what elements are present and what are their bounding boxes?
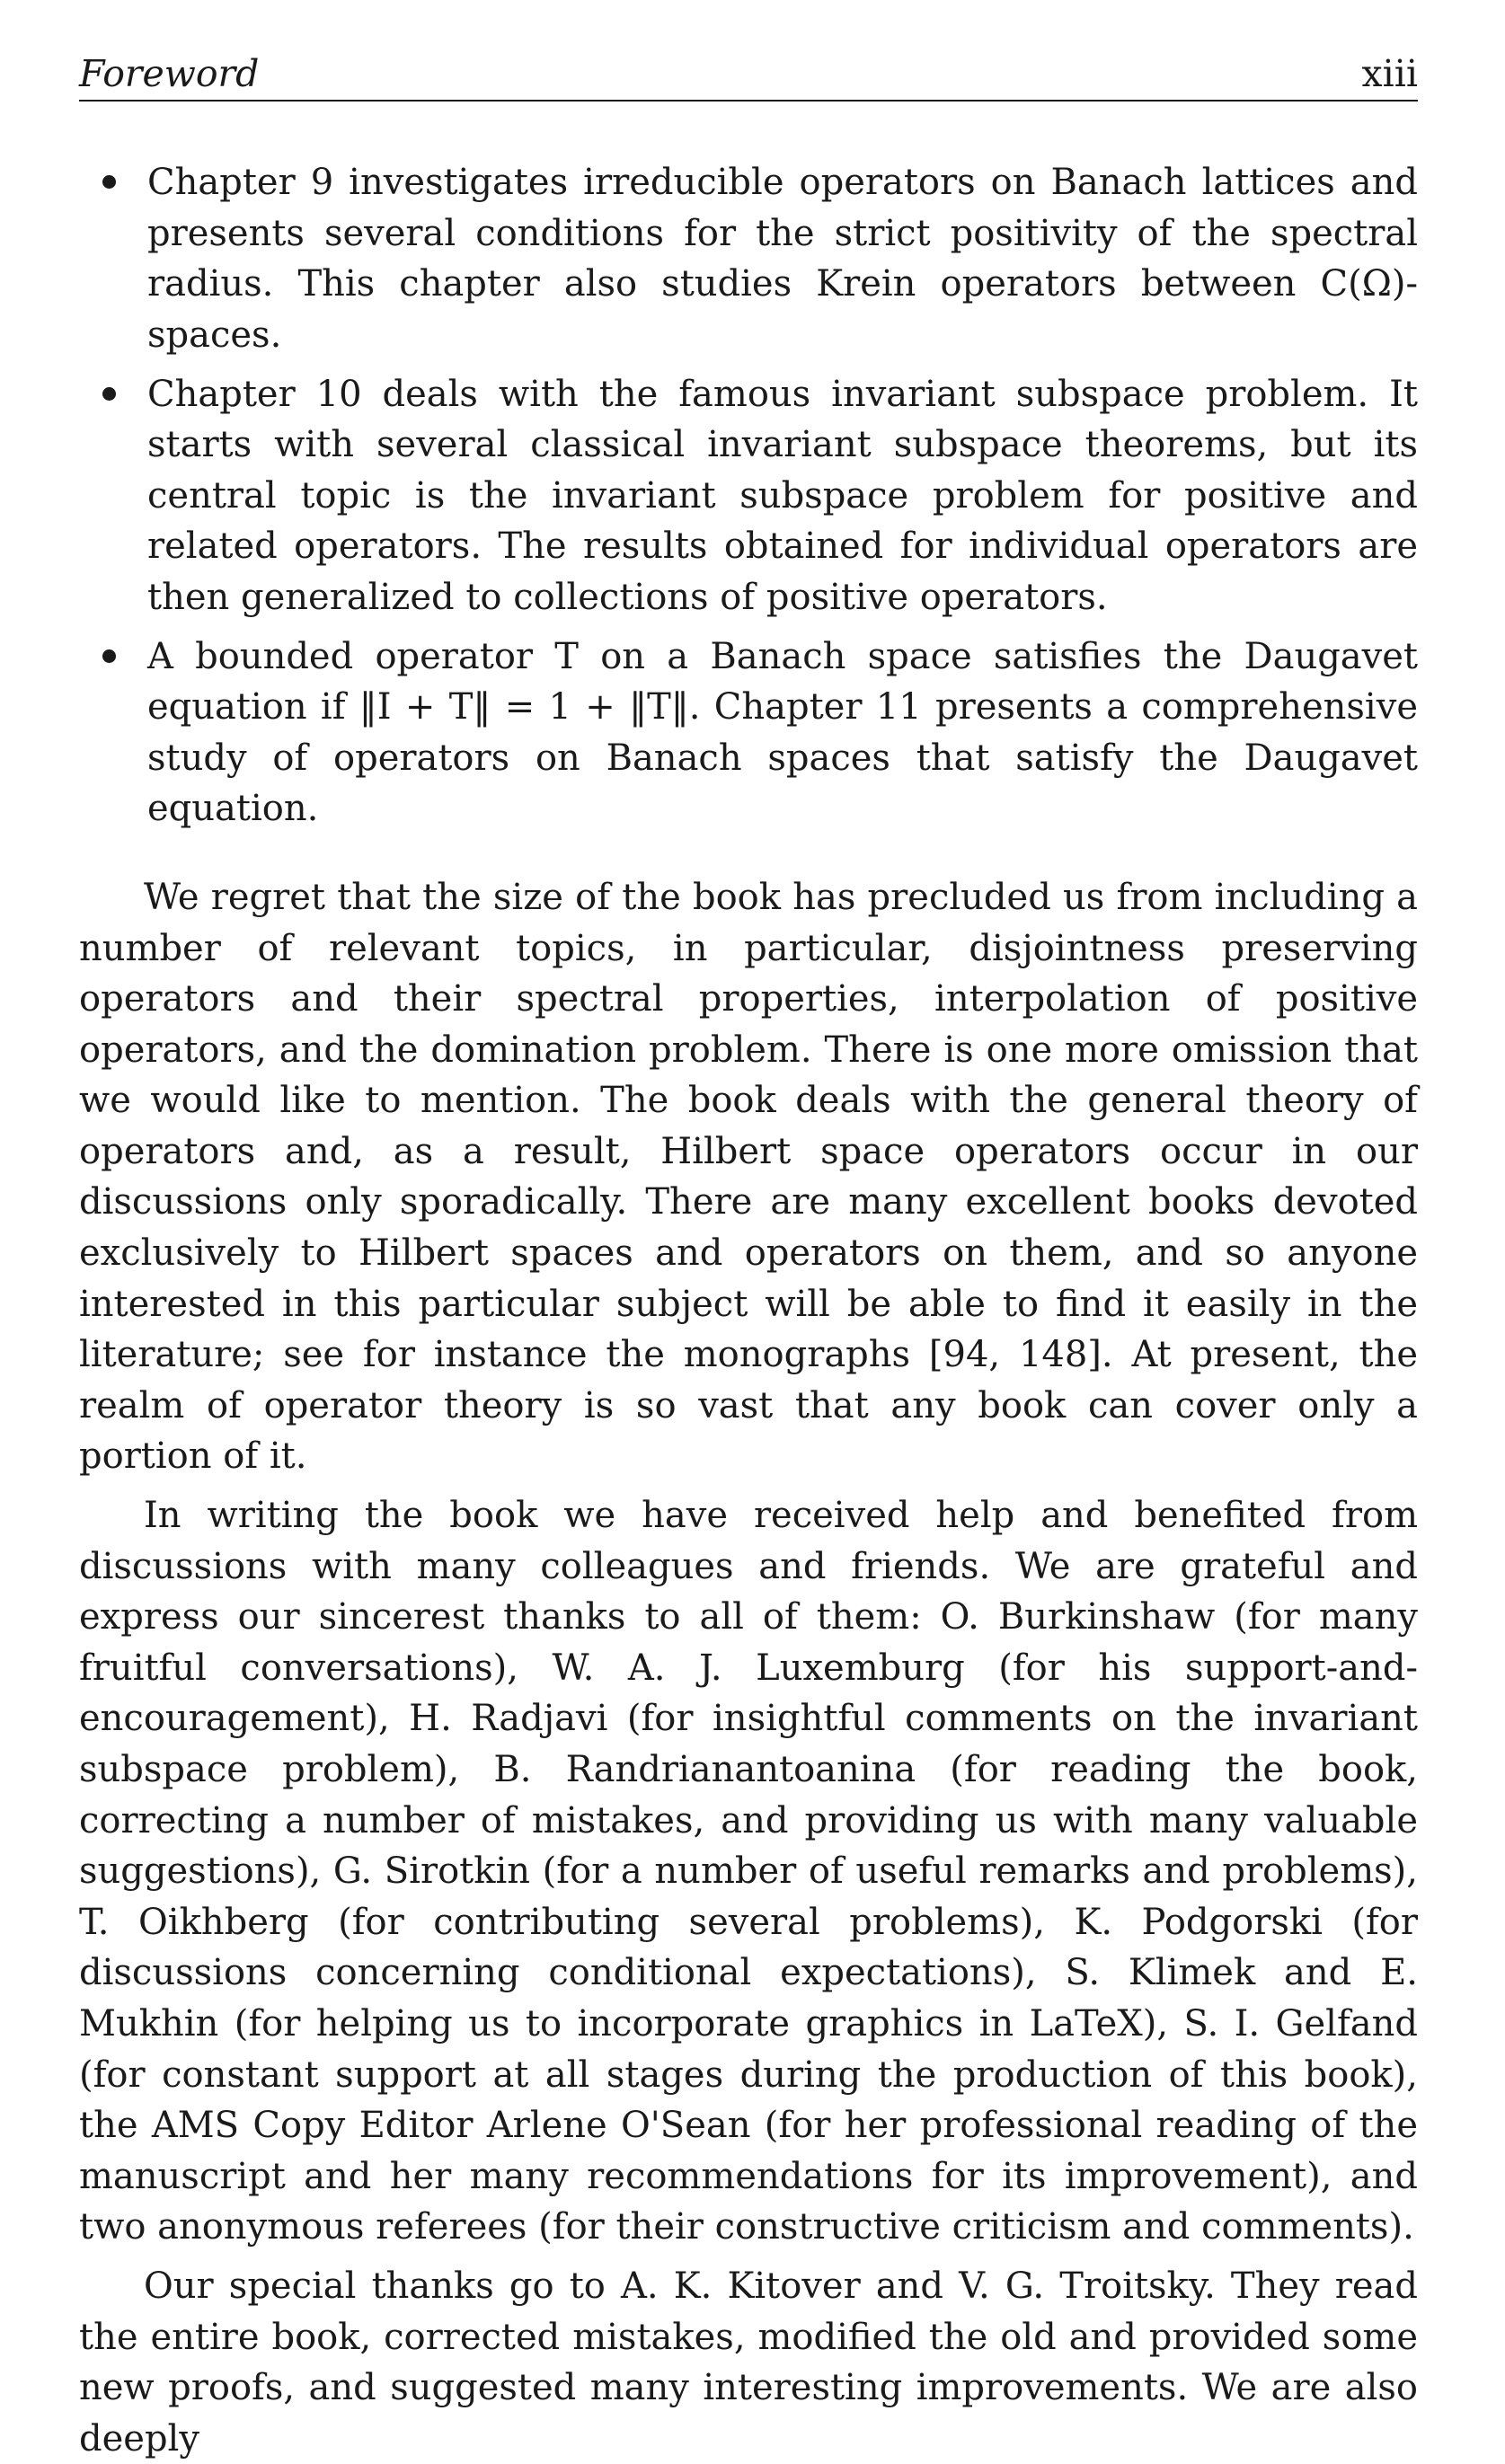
- list-item: [147, 631, 1418, 835]
- paragraph-special-thanks: Our special thanks go to A. K. Kitover and V. G. Troitsky. They read the entire book, corrected mistakes, modified the old and provided some new proofs, and suggested many interesting improvements. We are also deeply: [79, 2265, 1418, 2460]
- list-item: [147, 157, 1418, 360]
- list-item-text: Chapter 10 deals with the famous invariant subspace problem. It starts with several classical invariant subspace theorems, but its central topic is the invariant subspace problem for positive and related operators. The results obtained for individual operators are then generalized to collections of positive operators.: [147, 373, 1418, 618]
- bullet-icon: [102, 649, 116, 663]
- paragraph-acknowledgements: In writing the book we have received help and benefited from discussions with many colleagues and friends. We are grateful and express our sincerest thanks to all of them: O. Burkinshaw (for many fruitful conversations), W. A. J. Luxemburg (for his support-and-encouragement), H. Radjavi (for insightful comments on the invariant subspace problem), B. Randrianantoanina (for reading the book, correcting a number of mistakes, and providing us with many valuable suggestions), G. Sirotkin (for a number of useful remarks and problems), T. Oikhberg (for contributing several problems), K. Podgorski (for discussions concerning conditional expectations), S. Klimek and E. Mukhin (for helping us to incorporate graphics in LaTeX), S. I. Gelfand (for constant support at all stages during the production of this book), the AMS Copy Editor Arlene O'Sean (for her professional reading of the manuscript and her many recommendations for its improvement), and two anonymous referees (for their constructive criticism and comments).: [79, 1495, 1418, 2248]
- running-head-title: Foreword: [79, 52, 260, 95]
- chapter-summary-list: [79, 157, 1418, 835]
- list-item-text: A bounded operator T on a Banach space satisfies the Daugavet equation if ‖I + T‖ = 1 + ‖T‖. Chapter 11 presents a comprehensive study of operators on Banach spaces that satisfy the Daugavet equation.: [147, 635, 1418, 830]
- bullet-icon: [102, 175, 116, 189]
- bullet-icon: [102, 387, 116, 401]
- paragraph-omissions: We regret that the size of the book has precluded us from including a number of relevant topics, in particular, disjointness preserving operators and their spectral properties, interpolation of positive operators, and the domination problem. There is one more omission that we would like to mention. The book deals with the general theory of operators and, as a result, Hilbert space operators occur in our discussions only sporadically. There are many excellent books devoted exclusively to Hilbert spaces and operators on them, and so anyone interested in this particular subject will be able to find it easily in the literature; see for instance the monographs [94, 148]. At present, the realm of operator theory is so vast that any book can cover only a portion of it.: [79, 876, 1418, 1478]
- page: [79, 52, 1418, 2464]
- running-head: [79, 52, 1418, 102]
- page-number: xiii: [1361, 52, 1418, 95]
- list-item-text: Chapter 9 investigates irreducible operators on Banach lattices and presents several conditions for the strict positivity of the spectral radius. This chapter also studies Krein operators between C(Ω)-spaces.: [147, 162, 1418, 356]
- list-item: [147, 369, 1418, 623]
